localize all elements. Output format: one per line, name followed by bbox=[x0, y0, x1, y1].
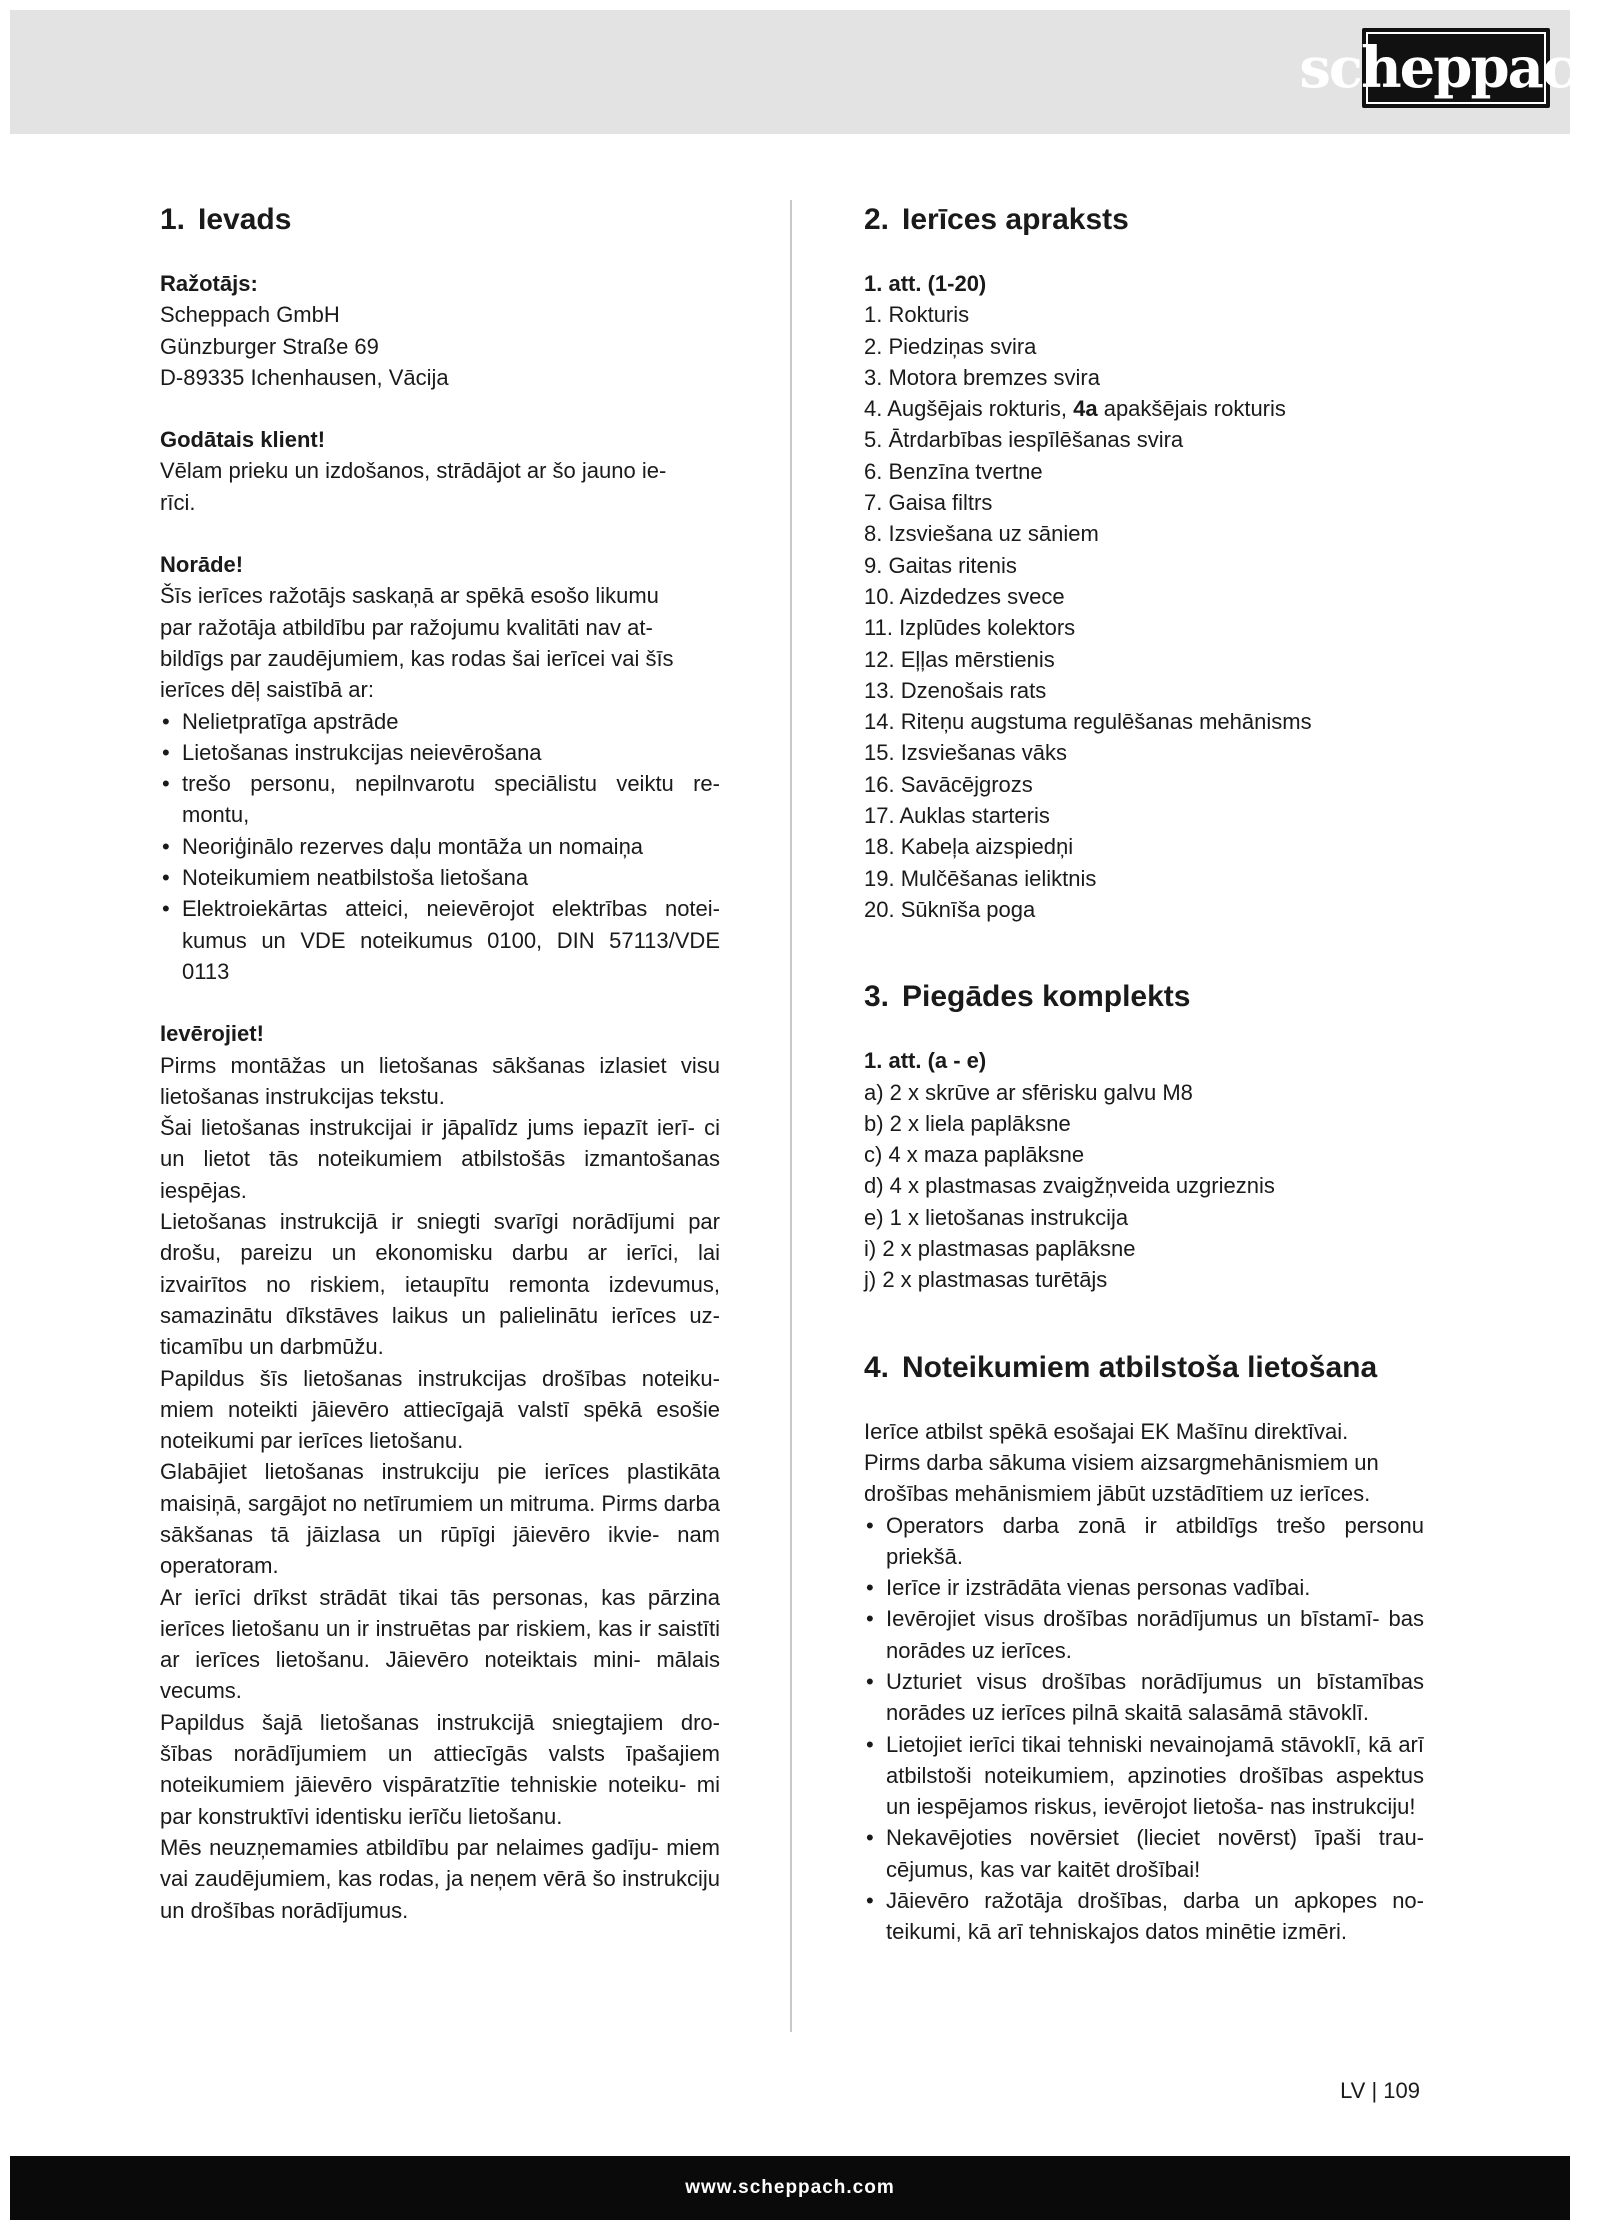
delivery-item: d) 4 x plastmasas zvaigžņveida uzgrieznis bbox=[864, 1173, 1275, 1199]
part-item: 19. Mulčēšanas ieliktnis bbox=[864, 865, 1097, 891]
part-item: 6. Benzīna tvertne bbox=[864, 458, 1043, 484]
delivery-item: c) 4 x maza paplāksne bbox=[864, 1142, 1085, 1168]
delivery-item: i) 2 x plastmasas paplāksne bbox=[864, 1236, 1136, 1262]
part-item: 15. Izsviešanas vāks bbox=[864, 740, 1067, 766]
customer-heading: Godātais klient! bbox=[160, 427, 326, 453]
part-item: 5. Ātrdarbības iespīlēšanas svira bbox=[864, 427, 1184, 453]
note-heading: Norāde! bbox=[160, 552, 244, 578]
column-divider bbox=[790, 200, 792, 2032]
section-3-number: 3. bbox=[864, 980, 890, 1014]
logo-text: scheppach bbox=[1299, 35, 1613, 101]
part-item-bold: 4a bbox=[1073, 396, 1098, 422]
attention-paragraph: Papildus šīs lietošanas instrukcijas drošības noteiku- miem noteikti jāievēro attiecīgajā valstī spēkā esošie noteikumi par ierīces lietošanu. bbox=[160, 1365, 720, 1454]
part-item: 18. Kabeļa aizspiedņi bbox=[864, 834, 1074, 860]
part-item: 11. Izplūdes kolektors bbox=[864, 615, 1076, 641]
note-bullet: • Lietošanas instrukcijas neievērošana bbox=[160, 737, 720, 768]
note-bullet: • Neoriģinālo rezerves daļu montāža un nomaiņa bbox=[160, 831, 720, 862]
attention-paragraph: Mēs neuzņemamies atbildību par nelaimes gadīju- miem vai zaudējumiem, kas rodas, ja neņem vērā šo instrukciju un drošības norādījumus. bbox=[160, 1834, 720, 1923]
customer-line: rīci. bbox=[160, 489, 196, 515]
attention-heading: Ievērojiet! bbox=[160, 1021, 264, 1047]
section-2-heading bbox=[864, 200, 1424, 240]
manufacturer-line: Günzburger Straße 69 bbox=[160, 333, 379, 359]
attention-paragraph: Ar ierīci drīkst strādāt tikai tās personas, kas pārzina ierīces lietošanu un ir instruētas par riskiem, kas ir saistīti ar ierīces lietošanu. Jāievēro noteiktais mini- mālais vecums. bbox=[160, 1584, 720, 1704]
section-1-heading bbox=[160, 200, 720, 240]
page-number: LV | 109 bbox=[1340, 2078, 1420, 2103]
attention-paragraph: Lietošanas instrukcijā ir sniegti svarīgi norādījumi par drošu, pareizu un ekonomisku darbu ar ierīci, lai izvairītos no riskiem, ietaupītu remonta izdevumus, samazinātu dīkstāves laikus un palielinātu ierīces uz- ticamību un darbmūžu. bbox=[160, 1209, 720, 1360]
part-item: 3. Motora bremzes svira bbox=[864, 364, 1100, 390]
customer-line: Vēlam prieku un izdošanos, strādājot ar šo jauno ie- bbox=[160, 458, 667, 484]
note-line: Šīs ierīces ražotājs saskaņā ar spēkā esošo likumu bbox=[160, 583, 659, 609]
delivery-list bbox=[864, 1077, 1424, 1296]
section-4-number: 4. bbox=[864, 1350, 890, 1384]
section-1-number: 1. bbox=[160, 203, 186, 236]
note-line: bildīgs par zaudējumiem, kas rodas šai ierīcei vai šīs bbox=[160, 645, 674, 671]
intended-use-bullet: • Ievērojiet visus drošības norādījumus un bīstamī- bas norādes uz ierīces. bbox=[864, 1603, 1424, 1666]
intended-use-bullet: • Nekavējoties novērsiet (lieciet novērst) īpaši trau- cējumus, kas var kaitēt drošībai! bbox=[864, 1822, 1424, 1885]
part-item: 8. Izsviešana uz sāniem bbox=[864, 521, 1099, 547]
part-item: 10. Aizdedzes svece bbox=[864, 583, 1065, 609]
intended-use-bullet: • Uzturiet visus drošības norādījumus un bīstamības norādes uz ierīces pilnā skaitā salasāmā stāvoklī. bbox=[864, 1666, 1424, 1729]
part-item-text: 4. Augšējais rokturis, bbox=[864, 396, 1074, 422]
part-item: 13. Dzenošais rats bbox=[864, 677, 1047, 703]
part-item: 14. Riteņu augstuma regulēšanas mehānisms bbox=[864, 709, 1312, 735]
part-item-rest: apakšējais rokturis bbox=[1097, 396, 1286, 422]
section-2-title: Ierīces apraksts bbox=[902, 203, 1129, 236]
manufacturer-line: Scheppach GmbH bbox=[160, 302, 340, 328]
section-4-title: Noteikumiem atbilstoša lietošana bbox=[902, 1350, 1378, 1384]
section-3-heading bbox=[864, 977, 1424, 1017]
part-item: 16. Savācējgrozs bbox=[864, 771, 1033, 797]
website-link[interactable]: www.scheppach.com bbox=[685, 2177, 895, 2198]
section-2-figure-ref: 1. att. (1-20) bbox=[864, 271, 987, 296]
intended-use-line: Ierīce atbilst spēkā esošajai EK Mašīnu direktīvai. bbox=[864, 1418, 1349, 1444]
manufacturer-heading: Ražotājs: bbox=[160, 271, 258, 296]
intended-use-bullet-list bbox=[864, 1510, 1424, 1948]
attention-paragraph: Papildus šajā lietošanas instrukcijā sniegtajiem dro- šības norādījumiem un attiecīgās valsts īpašajiem noteikumiem jāievēro vispāratzītie tehniskie noteiku- mi par konstruktīvi identisku ierīču lietošanu. bbox=[160, 1709, 720, 1829]
part-item bbox=[864, 393, 1424, 424]
footer-band bbox=[10, 2156, 1570, 2220]
delivery-item: j) 2 x plastmasas turētājs bbox=[864, 1267, 1108, 1293]
section-4-heading bbox=[864, 1348, 1424, 1388]
attention-paragraph: Šai lietošanas instrukcijai ir jāpalīdz jums iepazīt ierī- ci un lietot tās noteikumiem atbilstošās izmantošanas iespējas. bbox=[160, 1115, 720, 1203]
manufacturer-line: D-89335 Ichenhausen, Vācija bbox=[160, 364, 449, 390]
part-item: 12. Eļļas mērstienis bbox=[864, 646, 1055, 672]
part-item: 20. Sūknīša poga bbox=[864, 896, 1036, 922]
attention-paragraph: Glabājiet lietošanas instrukciju pie ierīces plastikāta maisiņā, sargājot no netīrumiem un mitruma. Pirms darba sākšanas tā jāizlasa un rūpīgi jāievēro ikvie- nam operatoram. bbox=[160, 1459, 720, 1579]
section-1-title: Ievads bbox=[198, 203, 292, 236]
section-3-title: Piegādes komplekts bbox=[902, 980, 1191, 1014]
part-item: 9. Gaitas ritenis bbox=[864, 552, 1017, 578]
note-line: par ražotāja atbildību par ražojumu kvalitāti nav at- bbox=[160, 614, 653, 640]
note-bullet: • trešo personu, nepilnvarotu speciālistu veiktu re- montu, bbox=[160, 768, 720, 831]
delivery-item: b) 2 x liela paplāksne bbox=[864, 1110, 1071, 1136]
intended-use-bullet: • Operators darba zonā ir atbildīgs trešo personu priekšā. bbox=[864, 1510, 1424, 1573]
intended-use-line: Pirms darba sākuma visiem aizsargmehānismiem un bbox=[864, 1449, 1379, 1475]
section-3-figure-ref: 1. att. (a - e) bbox=[864, 1048, 987, 1074]
scheppach-logo bbox=[1299, 28, 1613, 108]
note-bullet: • Elektroiekārtas atteici, neievērojot elektrības notei- kumus un VDE noteikumus 0100, DIN 57113/VDE 0113 bbox=[160, 893, 720, 987]
part-item: 2. Piedziņas svira bbox=[864, 333, 1037, 359]
intended-use-bullet: • Ierīce ir izstrādāta vienas personas vadībai. bbox=[864, 1572, 1424, 1603]
section-2-number: 2. bbox=[864, 203, 890, 236]
intended-use-bullet: • Lietojiet ierīci tikai tehniski nevainojamā stāvoklī, kā arī atbilstoši noteikumiem, apzinoties drošības aspektus un iespējamos riskus, ievērojot lietoša- nas instrukciju! bbox=[864, 1729, 1424, 1823]
attention-paragraph: Pirms montāžas un lietošanas sākšanas izlasiet visu lietošanas instrukcijas tekstu. bbox=[160, 1052, 720, 1109]
right-column bbox=[864, 200, 1424, 1948]
delivery-item: a) 2 x skrūve ar sfērisku galvu M8 bbox=[864, 1079, 1193, 1105]
part-item: 1. Rokturis bbox=[864, 302, 970, 328]
left-column bbox=[160, 200, 720, 1926]
note-bullet: • Noteikumiem neatbilstoša lietošana bbox=[160, 862, 720, 893]
part-list bbox=[864, 299, 1424, 925]
note-bullet-list bbox=[160, 706, 720, 988]
part-item: 17. Auklas starteris bbox=[864, 803, 1050, 829]
intended-use-bullet: • Jāievēro ražotāja drošības, darba un apkopes no- teikumi, kā arī tehniskajos datos minētie izmēri. bbox=[864, 1885, 1424, 1948]
intended-use-line: drošības mehānismiem jābūt uzstādītiem uz ierīces. bbox=[864, 1481, 1371, 1507]
note-bullet: • Nelietpratīga apstrāde bbox=[160, 706, 720, 737]
delivery-item: e) 1 x lietošanas instrukcija bbox=[864, 1204, 1129, 1230]
note-line: ierīces dēļ saistībā ar: bbox=[160, 677, 374, 703]
part-item: 7. Gaisa filtrs bbox=[864, 490, 993, 516]
